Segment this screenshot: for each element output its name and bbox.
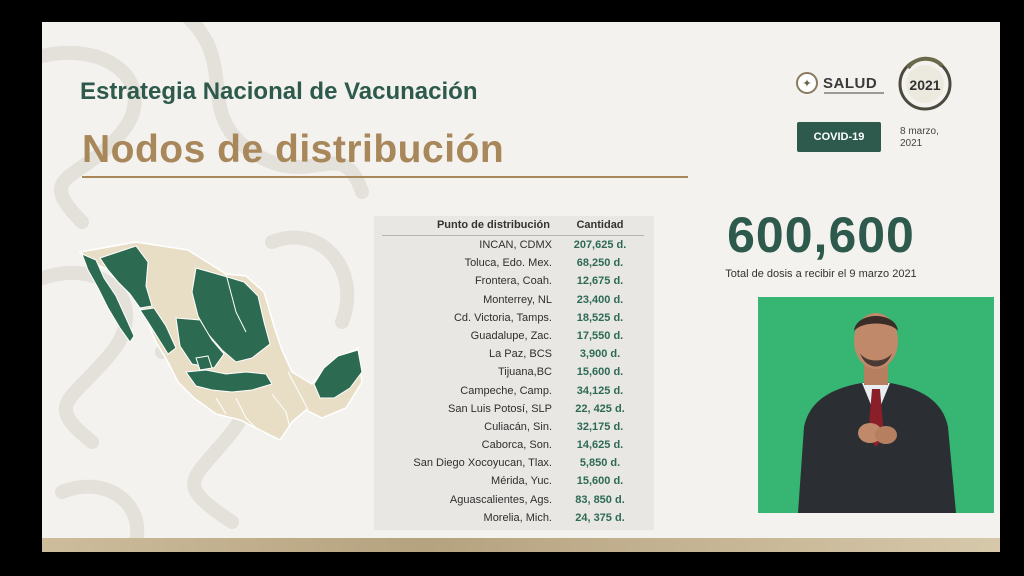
table-row — [374, 291, 654, 309]
table-row — [374, 382, 654, 400]
cell-place: Campeche, Camp. — [460, 384, 552, 397]
table-row — [374, 418, 654, 436]
cell-quantity: 3,900 d. — [579, 348, 621, 361]
distribution-table — [374, 216, 654, 530]
table-row — [374, 491, 654, 509]
slide — [42, 22, 1000, 552]
sign-language-interpreter-video — [758, 297, 994, 513]
table-row — [374, 472, 654, 490]
cell-place: Frontera, Coah. — [474, 275, 552, 288]
covid-badge: COVID-19 — [797, 122, 881, 152]
cell-place: Caborca, Son. — [481, 439, 552, 452]
cell-quantity: 34,125 d. — [576, 384, 624, 397]
column-header-place: Punto de distribución — [436, 219, 550, 231]
salud-seal-icon: ✦ — [796, 72, 818, 94]
table-row — [374, 327, 654, 345]
salud-logo-text: SALUD — [823, 74, 878, 92]
cell-quantity: 32,175 d. — [576, 420, 624, 433]
total-doses-label: Total de dosis a recibir el 9 marzo 2021 — [725, 268, 917, 280]
cell-quantity: 15,600 d. — [576, 366, 624, 379]
cell-quantity: 14,625 d. — [576, 439, 624, 452]
table-row — [374, 454, 654, 472]
table-row — [374, 400, 654, 418]
table-body — [374, 236, 654, 527]
table-row — [374, 236, 654, 254]
cell-quantity: 23,400 d. — [576, 293, 624, 306]
cell-quantity: 68,250 d. — [576, 257, 624, 270]
cell-quantity: 18,525 d. — [576, 311, 624, 324]
year-2021-logo — [898, 54, 952, 112]
cell-place: San Luis Potosí, SLP — [448, 402, 552, 415]
table-row — [374, 436, 654, 454]
cell-place: Monterrey, NL — [483, 293, 552, 306]
mexico-map — [76, 222, 368, 446]
interpreter-figure — [758, 297, 994, 513]
title-underline — [82, 176, 688, 178]
salud-logo — [796, 72, 877, 94]
cell-quantity: 12,675 d. — [576, 275, 624, 288]
cell-quantity: 207,625 d. — [573, 239, 627, 251]
table-row — [374, 363, 654, 381]
year-logo-text: 2021 — [909, 77, 941, 93]
page-title: Nodos de distribución — [82, 128, 505, 171]
table-row — [374, 254, 654, 272]
cell-quantity: 5,850 d. — [579, 457, 621, 470]
table-row — [374, 345, 654, 363]
table-row — [374, 509, 654, 527]
cell-place: Morelia, Mich. — [483, 511, 552, 524]
cell-quantity: 22, 425 d. — [575, 402, 625, 415]
cell-place: San Diego Xocoyucan, Tlax. — [413, 457, 552, 470]
cell-place: Aguascalientes, Ags. — [449, 493, 552, 506]
cell-place: Guadalupe, Zac. — [470, 329, 552, 342]
table-row — [374, 309, 654, 327]
cell-place: Mérida, Yuc. — [491, 475, 552, 488]
salud-logo-subtext — [824, 92, 884, 94]
subtitle: Estrategia Nacional de Vacunación — [80, 78, 478, 105]
bottom-band — [42, 538, 1000, 552]
cell-quantity: 24, 375 d. — [575, 511, 625, 524]
date-label: 8 marzo, 2021 — [900, 126, 939, 149]
cell-place: Tijuana,BC — [497, 366, 552, 379]
total-doses-value: 600,600 — [727, 207, 915, 263]
cell-place: Culiacán, Sin. — [484, 420, 552, 433]
cell-place: La Paz, BCS — [489, 348, 552, 361]
cell-quantity: 15,600 d. — [576, 475, 624, 488]
cell-quantity: 17,550 d. — [576, 329, 624, 342]
cell-quantity: 83, 850 d. — [575, 493, 625, 506]
cell-place: INCAN, CDMX — [479, 239, 552, 251]
table-row — [374, 272, 654, 290]
cell-place: Toluca, Edo. Mex. — [464, 257, 552, 270]
column-header-quantity: Cantidad — [576, 219, 624, 231]
cell-place: Cd. Victoria, Tamps. — [453, 311, 552, 324]
